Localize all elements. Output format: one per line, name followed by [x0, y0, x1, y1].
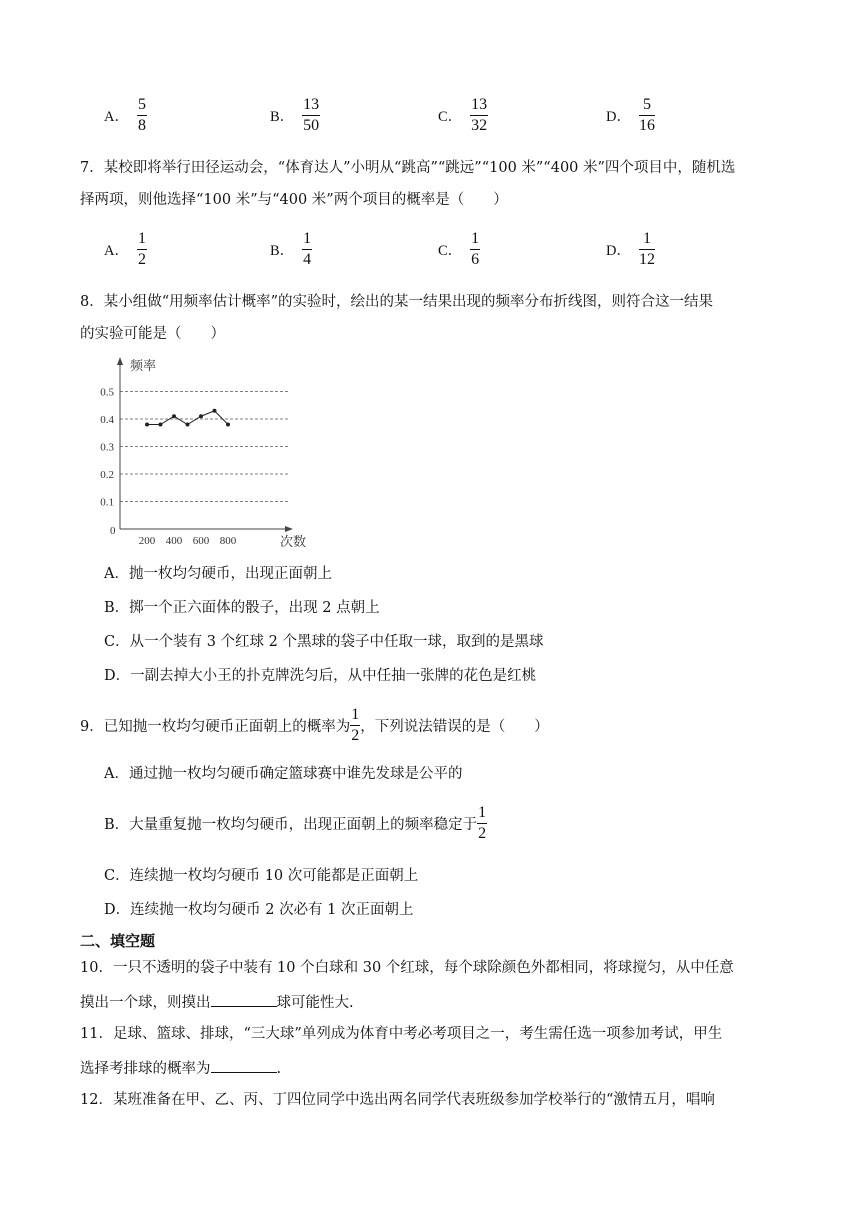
- data-point: [159, 423, 163, 427]
- q7-stem-line2: 择两项，则他选择“100 米”与“400 米”两个项目的概率是（ ）: [80, 192, 508, 208]
- frequency-line-chart: [90, 352, 310, 550]
- answer-blank: [211, 1056, 277, 1073]
- q9-choice-b: B．大量重复抛一枚均匀硬币，出现正面朝上的频率稳定于 $\frac{1}{2}$: [104, 804, 487, 842]
- series-points: [145, 409, 230, 427]
- q7-option-a: A． $\frac{1}{2}$: [104, 230, 146, 268]
- x-tick-labels: [139, 535, 237, 547]
- fraction: $\frac{1}{12}$: [638, 230, 655, 268]
- q6-option-d: D． $\frac{5}{16}$: [606, 96, 655, 134]
- q10-stem-line1: 10．一只不透明的袋子中装有 10 个白球和 30 个红球，每个球除颜色外都相同，将球搅匀，从中任意: [80, 960, 734, 976]
- q7-option-b: B． $\frac{1}{4}$: [270, 230, 312, 268]
- q7-option-d: D． $\frac{1}{12}$: [606, 230, 655, 268]
- q8-stem-line1: 8．某小组做“用频率估计概率”的实验时，绘出的某一结果出现的频率分布折线图，则符合这一结果: [80, 294, 714, 310]
- q6-option-a: A． $\frac{5}{8}$: [104, 96, 146, 134]
- q9-choice-a: A．通过抛一枚均匀硬币确定篮球赛中谁先发球是公平的: [104, 766, 463, 782]
- q8-choice-a: A．抛一枚均匀硬币，出现正面朝上: [104, 566, 332, 582]
- data-point: [145, 423, 149, 427]
- fraction: $\frac{1}{2}$: [478, 804, 487, 842]
- y-axis-label: 频率: [130, 359, 157, 374]
- q9-choice-c: C．连续抛一枚均匀硬币 10 次可能都是正面朝上: [104, 868, 419, 884]
- y-tick-label: 0.4: [100, 414, 114, 426]
- q9-choice-d: D．连续抛一枚均匀硬币 2 次必有 1 次正面朝上: [104, 902, 414, 918]
- q9-stem: 9．已知抛一枚均匀硬币正面朝上的概率为 $\frac{1}{2}$ ，下列说法错误的是（ ）: [80, 706, 549, 744]
- data-point: [226, 423, 230, 427]
- series-line-path: [147, 411, 228, 425]
- y-tick-label: 0.1: [100, 496, 114, 509]
- q8-stem-line2: 的实验可能是（ ）: [80, 326, 225, 342]
- origin-label: 0: [110, 525, 116, 537]
- chart-axes: [117, 357, 293, 532]
- q7-option-c: C． $\frac{1}{6}$: [438, 230, 480, 268]
- data-point: [172, 414, 176, 418]
- q7-stem-line1: 7．某校即将举行田径运动会，“体育达人”小明从“跳高”“跳远”“100 米”“400 米”四个项目中，随机选: [80, 160, 736, 176]
- q8-choice-b: B．掷一个正六面体的骰子，出现 2 点朝上: [104, 600, 380, 616]
- q6-option-c: C． $\frac{13}{32}$: [438, 96, 488, 134]
- y-tick-label: 0.3: [100, 441, 114, 454]
- fraction: $\frac{1}{2}$: [351, 706, 360, 744]
- q11-stem-line1: 11．足球、篮球、排球，“三大球”单列成为体育中考必考项目之一，考生需任选一项参加考试，甲生: [80, 1026, 723, 1042]
- q8-choice-c: C．从一个装有 3 个红球 2 个黑球的袋子中任取一球，取到的是黑球: [104, 634, 544, 650]
- q11-stem-line2: 选择考排球的概率为 .: [80, 1056, 281, 1079]
- q6-option-b: B． $\frac{13}{50}$: [270, 96, 320, 134]
- fraction: $\frac{1}{2}$: [137, 230, 146, 268]
- y-tick-label: 0.5: [100, 386, 114, 399]
- data-point: [213, 409, 217, 413]
- x-tick-label: 400: [165, 535, 183, 547]
- y-tick-label: 0.2: [100, 469, 114, 481]
- data-point: [199, 414, 203, 418]
- fraction: $\frac{13}{32}$: [471, 96, 488, 134]
- x-tick-label: 200: [138, 535, 156, 547]
- q12-stem-line1: 12．某班准备在甲、乙、丙、丁四位同学中选出两名同学代表班级参加学校举行的“激情五月，唱响: [80, 1092, 715, 1108]
- fraction: $\frac{1}{4}$: [303, 230, 312, 268]
- x-axis-label: 次数: [280, 535, 307, 550]
- chart-grid: [120, 392, 288, 502]
- series-line: [147, 411, 228, 425]
- q8-choice-d: D．一副去掉大小王的扑克牌洗匀后，从中任抽一张牌的花色是红桃: [104, 668, 537, 684]
- section-title: 二、填空题: [80, 932, 156, 950]
- fraction: $\frac{5}{16}$: [638, 96, 655, 134]
- fraction: $\frac{5}{8}$: [137, 96, 146, 134]
- answer-blank: [211, 990, 277, 1007]
- x-tick-label: 600: [192, 535, 210, 547]
- data-point: [186, 423, 190, 427]
- x-tick-label: 800: [219, 535, 237, 547]
- fraction: $\frac{13}{50}$: [303, 96, 320, 134]
- fraction: $\frac{1}{6}$: [471, 230, 480, 268]
- y-tick-labels: [100, 387, 114, 509]
- q10-stem-line2: 摸出一个球，则摸出 球可能性大.: [80, 990, 354, 1013]
